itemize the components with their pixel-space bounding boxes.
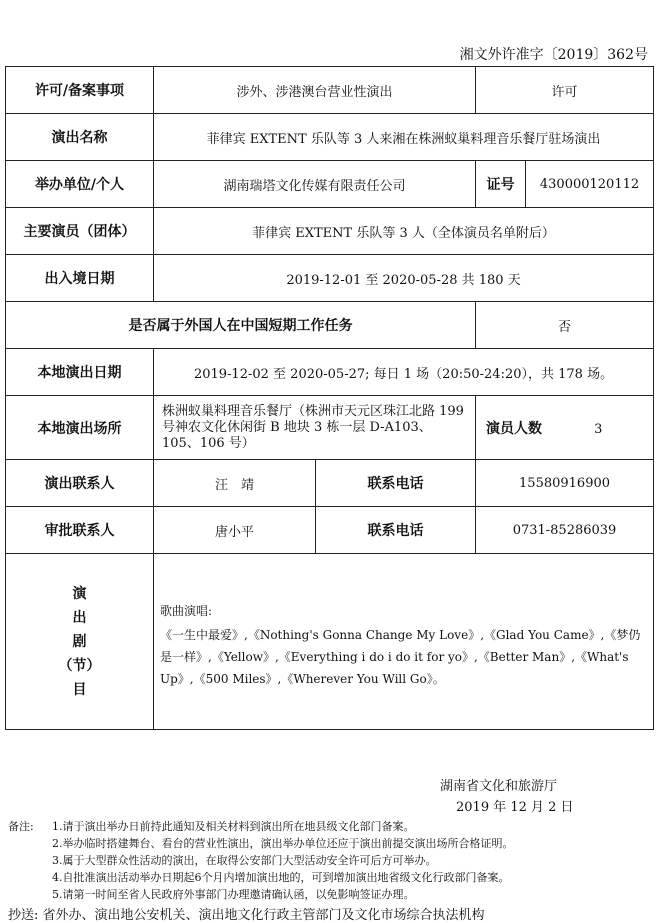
note-row — [8, 869, 514, 886]
program-intro: 歌曲演唱: — [160, 604, 213, 618]
contact-value: 汪 靖 — [154, 460, 316, 507]
organizer-label: 举办单位/个人 — [6, 161, 154, 208]
program-label-char: （节） — [58, 657, 101, 674]
performers-label: 主要演员（团体） — [6, 208, 154, 255]
performer-count-value: 3 — [594, 421, 603, 437]
note-item: 3.属于大型群众性活动的演出，在取得公安部门大型活动安全许可后方可举办。 — [52, 854, 437, 867]
performers-value: 菲律宾 EXTENT 乐队等 3 人（全体演员名单附后） — [154, 208, 654, 255]
shortterm-row — [6, 302, 654, 349]
venue-label: 本地演出场所 — [6, 396, 154, 460]
venue-value: 株洲蚁巢料理音乐餐厅（株洲市天元区珠江北路 199 号神农文化休闲街 B 地块 3 栋一层 D-A103、105、106 号） — [154, 396, 476, 460]
shortterm-value: 否 — [476, 302, 654, 349]
permit-label: 许可/备案事项 — [6, 67, 154, 114]
entry-value: 2019-12-01 至 2020-05-28 共 180 天 — [154, 255, 654, 302]
note-row — [8, 818, 514, 835]
note-row — [8, 852, 514, 869]
approver-value: 唐小平 — [154, 507, 316, 554]
program-label-char: 演 — [72, 585, 87, 602]
license-value: 430000120112 — [526, 161, 654, 208]
permit-row — [6, 67, 654, 114]
note-item: 4.自批准演出活动举办日期起6个月内增加演出地的，可到增加演出地省级文化行政部门备案。 — [52, 871, 510, 884]
local-date-row — [6, 349, 654, 396]
contact-phone: 15580916900 — [476, 460, 654, 507]
organizer-value: 湖南瑞塔文化传媒有限责任公司 — [154, 161, 476, 208]
note-item: 2.举办临时搭建舞台、看台的营业性演出，演出举办单位还应于演出前提交演出场所合格证明。 — [52, 837, 514, 850]
approver-phone: 0731-85286039 — [476, 507, 654, 554]
cc-label: 抄送: — [8, 908, 39, 923]
name-row — [6, 114, 654, 161]
program-list: 《一生中最爱》,《Nothing's Gonna Change My Love》,《Glad You Came》,《梦仍是一样》,《Yellow》,《Everything i do i do it for yo》,《Better Man》,《What's Up》,《500 Miles》,《Wherever You Will Go》。 — [160, 628, 641, 686]
name-label: 演出名称 — [6, 114, 154, 161]
performer-count-cell — [476, 396, 654, 460]
note-row — [8, 835, 514, 852]
permit-table — [5, 66, 654, 730]
note-item: 1.请于演出举办日前持此通知及相关材料到演出所在地县级文化部门备案。 — [52, 820, 415, 833]
cc-text: 省外办、演出地公安机关、演出地文化行政主管部门及文化市场综合执法机构 — [42, 908, 485, 923]
contact-label: 演出联系人 — [6, 460, 154, 507]
local-date-label: 本地演出日期 — [6, 349, 154, 396]
contact-row — [6, 460, 654, 507]
notes-section — [8, 818, 514, 903]
contact-phone-label: 联系电话 — [316, 460, 476, 507]
approver-row — [6, 507, 654, 554]
entry-row — [6, 255, 654, 302]
program-label — [6, 554, 154, 730]
notes-label: 备注: — [8, 820, 34, 833]
local-date-value: 2019-12-02 至 2020-05-27; 每日 1 场（20:50-24:20），共 178 场。 — [154, 349, 654, 396]
signature-block — [440, 776, 574, 818]
note-row — [8, 886, 514, 903]
note-item: 5.请第一时间至省人民政府外事部门办理邀请确认函，以免影响签证办理。 — [52, 888, 415, 901]
program-row — [6, 554, 654, 730]
program-label-char: 出 — [72, 609, 87, 626]
permit-value: 涉外、涉港澳台营业性演出 — [154, 67, 476, 114]
shortterm-label: 是否属于外国人在中国短期工作任务 — [6, 302, 476, 349]
performers-row — [6, 208, 654, 255]
license-label: 证号 — [476, 161, 526, 208]
approver-phone-label: 联系电话 — [316, 507, 476, 554]
program-label-char: 剧 — [72, 633, 87, 650]
performer-count-label: 演员人数 — [486, 420, 543, 437]
issuing-organization: 湖南省文化和旅游厅 — [440, 779, 558, 794]
program-label-char: 目 — [72, 681, 87, 698]
permit-result: 许可 — [476, 67, 654, 114]
venue-row — [6, 396, 654, 460]
cc-line — [8, 904, 485, 923]
document-number: 湘文外许准字〔2019〕362号 — [459, 47, 648, 63]
name-value: 菲律宾 EXTENT 乐队等 3 人来湘在株洲蚁巢料理音乐餐厅驻场演出 — [154, 114, 654, 161]
entry-label: 出入境日期 — [6, 255, 154, 302]
approver-label: 审批联系人 — [6, 507, 154, 554]
organizer-row — [6, 161, 654, 208]
program-content — [154, 554, 654, 730]
issue-date: 2019 年 12 月 2 日 — [456, 800, 574, 815]
